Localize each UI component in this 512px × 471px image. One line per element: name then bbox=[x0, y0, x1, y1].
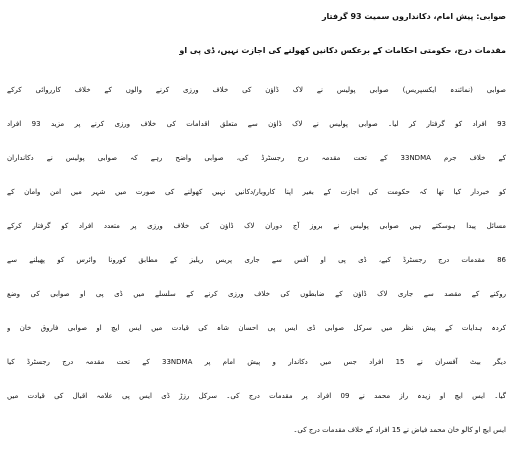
headline: صوابی: پیش امام، دکانداروں سمیت 93 گرفتار bbox=[321, 12, 506, 21]
article-body-line: صوابی (نمائندہ ایکسپریس) صوابی پولیس نے لاک ڈاؤن کی خلاف ورزی کرنے والوں کے خلاف کارروائی کرکے bbox=[7, 86, 506, 94]
article-body-line: دیگر بیٹ آفسران نے 15 افراد جس میں دکاندار و پیش امام پر 33NDMA کے تحت مقدمہ درج رجسٹرڈ کیا bbox=[7, 358, 506, 366]
article-body-line: 86 مقدمات درج رجسٹرڈ کیے، ڈی پی او آفس سے جاری پریس ریلیز کے مطابق کورونا وائرس کو پھیلنے سے bbox=[7, 256, 506, 264]
article-body-line: روکنے کے مقصد سے جاری لاک ڈاؤن کے ضابطوں کی خلاف ورزی کرنے کے سلسلے میں ڈی پی او صوابی کی وضع bbox=[7, 290, 506, 298]
article-body-line: کردہ ہدایات کے پیش نظر میں سرکل صوابی ڈی ایس پی احسان شاہ کی قیادت میں ایس ایچ او صوابی فاروق خان و bbox=[7, 324, 506, 332]
article-body-line: ایس ایچ او کالو خان محمد فیاض نے 15 افراد کے خلاف مقدمات درج کی۔ bbox=[293, 426, 506, 434]
article-body-line: 93 افراد کو گرفتار کر لیا۔ صوابی پولیس نے لاک ڈاؤن سے متعلق اقدامات کی خلاف ورزی کرنے پر مزید 93 افراد bbox=[7, 120, 506, 128]
article-body-line: کے خلاف جرم 33NDMA کے تحت مقدمہ درج رجسٹرڈ کی، صوابی واضح رہے کہ صوابی پولیس نے دکانداران bbox=[7, 154, 506, 162]
article-body bbox=[7, 73, 506, 447]
article-body-line: گیا۔ ایس ایچ او زیدہ راز محمد نے 09 افراد پر مقدمات درج کی۔ سرکل رزڑ ڈی ایس پی علامہ اقبال کی قیادت میں bbox=[7, 392, 506, 400]
subheadline: مقدمات درج، حکومتی احکامات کے برعکس دکانیں کھولنے کی اجازت نہیں، ڈی پی او bbox=[179, 46, 506, 55]
article-body-line: مسائل پیدا ہوسکتے ہیں صوابی پولیس نے بروز آج دوران لاک ڈاؤن کی خلاف ورزی پر متعدد افراد کو گرفتار کرکے bbox=[7, 222, 506, 230]
article-body-line: کو خبردار کیا تھا کہ حکومت کی اجازت کے بغیر اپنا کاروبار/دکانیں نہیں کھولنے کی صورت میں شہر میں امن وامان کے bbox=[7, 188, 506, 196]
